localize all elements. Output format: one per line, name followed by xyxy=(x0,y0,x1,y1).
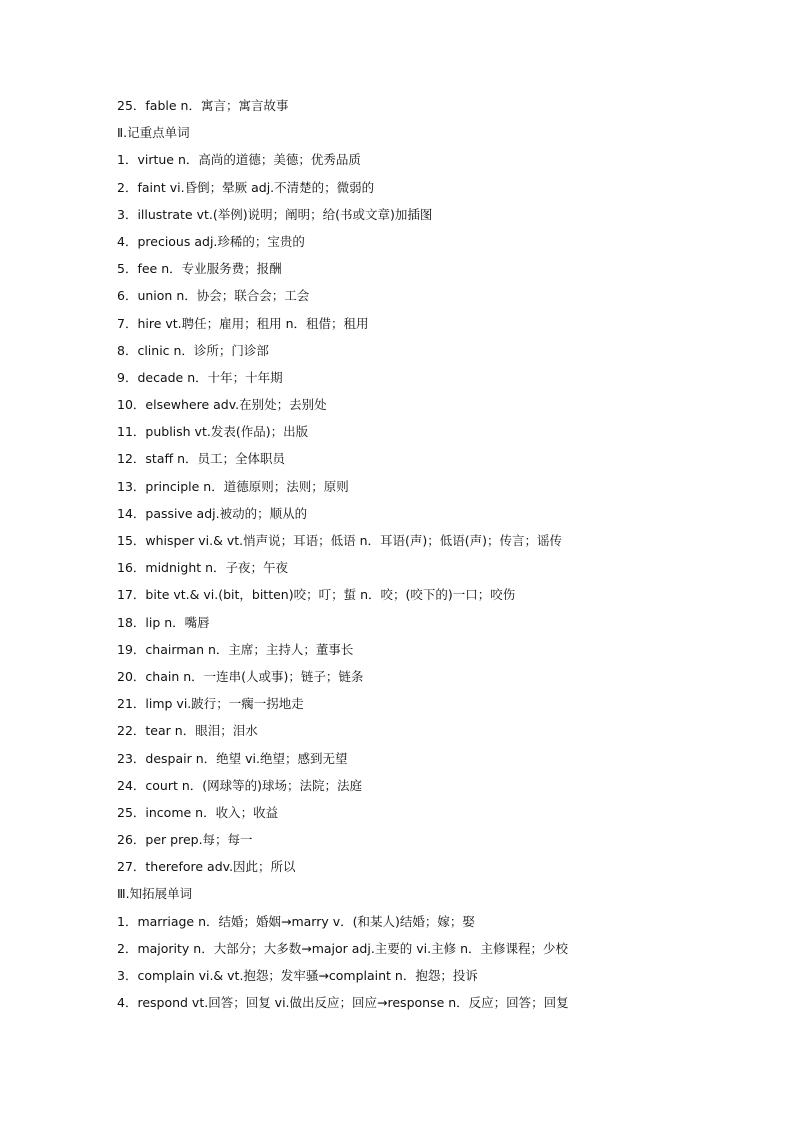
vocab-entry: 11．publish vt.发表(作品)；出版 xyxy=(117,424,309,440)
vocab-entry: 12．staff n．员工；全体职员 xyxy=(117,451,285,467)
vocab-entry: 24．court n．(网球等的)球场；法院；法庭 xyxy=(117,777,363,793)
vocab-entry: 4．precious adj.珍稀的；宝贵的 xyxy=(117,233,305,249)
vocab-entry: 4．respond vt.回答；回复 vi.做出反应；回应→response n．反应；回答；回复 xyxy=(117,995,569,1011)
vocab-entry: 13．principle n．道德原则；法则；原则 xyxy=(117,478,349,494)
vocab-entry: 10．elsewhere adv.在别处；去别处 xyxy=(117,397,327,413)
vocab-entry: 19．chairman n．主席；主持人；董事长 xyxy=(117,641,354,657)
vocab-entry: 14．passive adj.被动的；顺从的 xyxy=(117,505,308,521)
vocab-entry: 5．fee n．专业服务费；报酬 xyxy=(117,261,282,277)
vocab-entry: 25．fable n．寓言；寓言故事 xyxy=(117,98,289,113)
vocab-entry: 9．decade n．十年；十年期 xyxy=(117,369,283,385)
vocab-entry: 25．income n．收入；收益 xyxy=(117,804,279,820)
vocab-entry: 15．whisper vi.& vt.悄声说；耳语；低语 n．耳语(声)；低语(声)；传言；谣传 xyxy=(117,533,563,548)
section-heading-key-words: Ⅱ.记重点单词 xyxy=(117,125,190,141)
vocab-entry: 3．complain vi.& vt.抱怨；发牢骚→complaint n．抱怨；投诉 xyxy=(117,968,478,983)
vocab-entry: 16．midnight n．子夜；午夜 xyxy=(117,560,289,576)
section-heading-extended-words: Ⅲ.知拓展单词 xyxy=(117,886,193,902)
vocab-entry: 2．faint vi.昏倒；晕厥 adj.不清楚的；微弱的 xyxy=(117,179,375,195)
vocab-entry: 23．despair n．绝望 vi.绝望；感到无望 xyxy=(117,750,348,766)
vocab-entry: 2．majority n．大部分；大多数→major adj.主要的 vi.主修 n．主修课程；少校 xyxy=(117,940,569,956)
vocab-entry: 20．chain n．一连串(人或事)；链子；链条 xyxy=(117,668,364,684)
vocab-entry: 8．clinic n．诊所；门诊部 xyxy=(117,342,269,358)
vocab-entry: 26．per prep.每；每一 xyxy=(117,832,253,848)
vocab-entry: 7．hire vt.聘任；雇用；租用 n．租借；租用 xyxy=(117,315,369,331)
vocab-entry: 6．union n．协会；联合会；工会 xyxy=(117,288,310,304)
vocab-entry: 17．bite vt.& vi.(bit，bitten)咬；叮；蜇 n．咬；(咬下的)一口；咬伤 xyxy=(117,587,516,603)
vocabulary-list xyxy=(117,92,737,1016)
vocab-entry: 18．lip n．嘴唇 xyxy=(117,614,210,630)
vocab-entry: 22．tear n．眼泪；泪水 xyxy=(117,723,258,739)
vocab-entry: 1．virtue n．高尚的道德；美德；优秀品质 xyxy=(117,152,361,168)
vocab-entry: 27．therefore adv.因此；所以 xyxy=(117,859,296,875)
vocab-entry: 21．limp vi.跛行；一瘸一拐地走 xyxy=(117,696,304,712)
vocab-entry: 1．marriage n．结婚；婚姻→marry v．(和某人)结婚；嫁；娶 xyxy=(117,913,475,929)
vocab-entry: 3．illustrate vt.(举例)说明；阐明；给(书或文章)加插图 xyxy=(117,206,433,222)
